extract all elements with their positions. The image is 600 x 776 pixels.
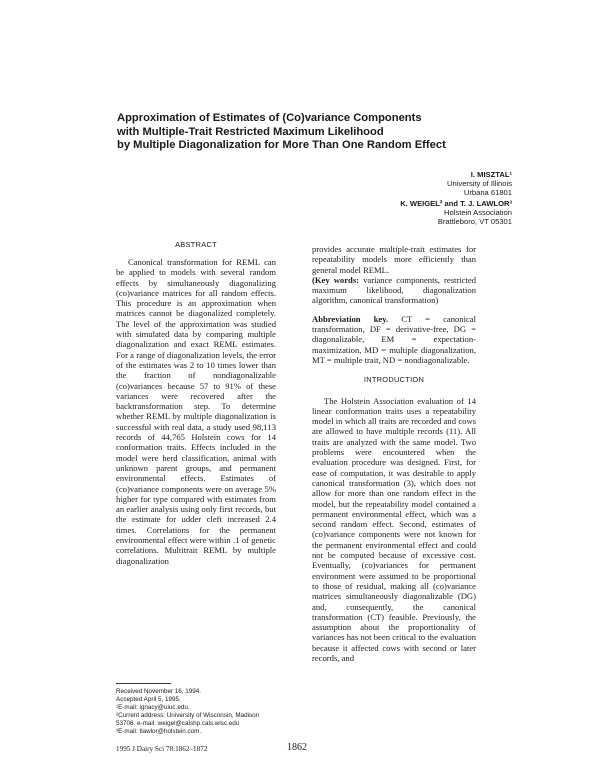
title-line: Approximation of Estimates of (Co)variance Components <box>117 112 422 124</box>
abbreviation-text: CT = canonical transformation, DF = derivative-free, DG = diagonalizable, EM = expectation-maximization, MD = multiple diagonalization, MT = multiple trait, ND = nondiagonalizable. <box>312 313 476 365</box>
author-block-1 <box>447 170 512 197</box>
abstract-heading: ABSTRACT <box>175 240 217 249</box>
left-column <box>116 257 276 566</box>
keywords-text: variance components, restricted maximum likelihood, diagonalization algorithm, canonical transformation) <box>312 274 476 306</box>
abstract-text: Canonical transformation for REML can be applied to models with several random effects by simultaneously diagonalizing (co)variance matrices for all random effects. This procedure is an approximation when matrices cannot be diagonalized completely. The level of the approximation was studied with simulated data by comparing multiple diagonalization and exact REML estimates. For a range of diagonalization levels, the error of the estimates was 2 to 10 times lower than the fraction of nondiagonalizable (co)variances because 57 to 91% of these variances were recovered after the backtransformation step. To determine whether REML by multiple diagonalization is successful with real data, a study used 98,113 records of 44,765 Holstein cows for 14 conformation traits. Effects included in the model were herd classification, animal with unknown parent groups, and permanent environmental effects. Estimates of (co)variance components were on average 5% higher for type compared with estimates from an earlier analysis using only first records, but the estimate for udder cleft increased 2.4 times. Correlations for the permanent environmental effect were within .1 of genetic correlations. Multitrait REML by multiple diagonalization <box>116 257 276 566</box>
right-column <box>312 244 476 663</box>
abbreviation-label: Abbreviation key. <box>312 313 389 324</box>
title-line: with Multiple-Trait Restricted Maximum Likelihood <box>117 125 384 138</box>
author-name: K. WEIGEL² and T. J. LAWLOR³ <box>400 199 512 208</box>
footnote-received: Received November 16, 1994. <box>116 688 202 695</box>
title-line: by Multiple Diagonalization for More Than One Random Effect <box>117 139 446 151</box>
footnotes <box>116 683 296 737</box>
abbreviation-key <box>312 314 476 365</box>
footnote-accepted: Accepted April 5, 1995. <box>116 696 181 704</box>
paper-title <box>117 112 537 153</box>
introduction-heading: INTRODUCTION <box>363 375 425 385</box>
abstract-continuation: provides accurate multiple-trait estimates for repeatability models more efficiently than general model REML. <box>312 244 476 275</box>
footnote-email-1: ¹E-mail: ignacy@uiuc.edu. <box>116 704 190 712</box>
footnote-email-2: 53706. e-mail: weigel@calshp.cals.wisc.edu <box>116 720 240 728</box>
author-block-2 <box>400 199 512 226</box>
page-number: 1862 <box>287 742 307 753</box>
author-address: Urbana 61801 <box>463 188 512 197</box>
footnote-email-3: ³E-mail: tlawlor@holstein.com. <box>116 728 202 736</box>
keywords <box>312 275 476 306</box>
introduction-text: The Holstein Association evaluation of 14 linear conformation traits uses a repeatability model in which all traits are recorded and cows are allowed to have multiple records (11). All traits are analyzed with the same model. Two problems were encountered when the evaluation procedure was designed. First, for ease of computation, it was desirable to apply canonical transformation (3), which does not allow for more than one random effect in the model, but the repeatability model contained a permanent environmental effect, which was a second random effect. Second, estimates of (co)variance components were not known for the permanent environmental effect and could not be computed because of excessive cost. Eventually, (co)variances for permanent environment were assumed to be proportional to those of residual, making all (co)variance matrices simultaneously diagonalizable (DG) and, consequently, the canonical transformation (CT) feasible. Previously, the assumption about the proportionality of variances has not been critical to the evaluation because it affected cows with second or later records, and <box>312 395 476 663</box>
footnote-address-2: ²Current address: University of Wisconsin, Madison <box>116 712 260 720</box>
author-name: I. MISZTAL¹ <box>470 170 512 179</box>
author-affiliation: Holstein Association <box>444 208 512 217</box>
keywords-label: (Key words: <box>312 274 360 285</box>
author-affiliation: University of Illinois <box>447 179 512 188</box>
footnote-rule <box>116 683 171 684</box>
author-address: Brattleboro, VT 05301 <box>437 217 512 226</box>
journal-citation: 1995 J Dairy Sci 78:1862–1872 <box>116 745 208 753</box>
